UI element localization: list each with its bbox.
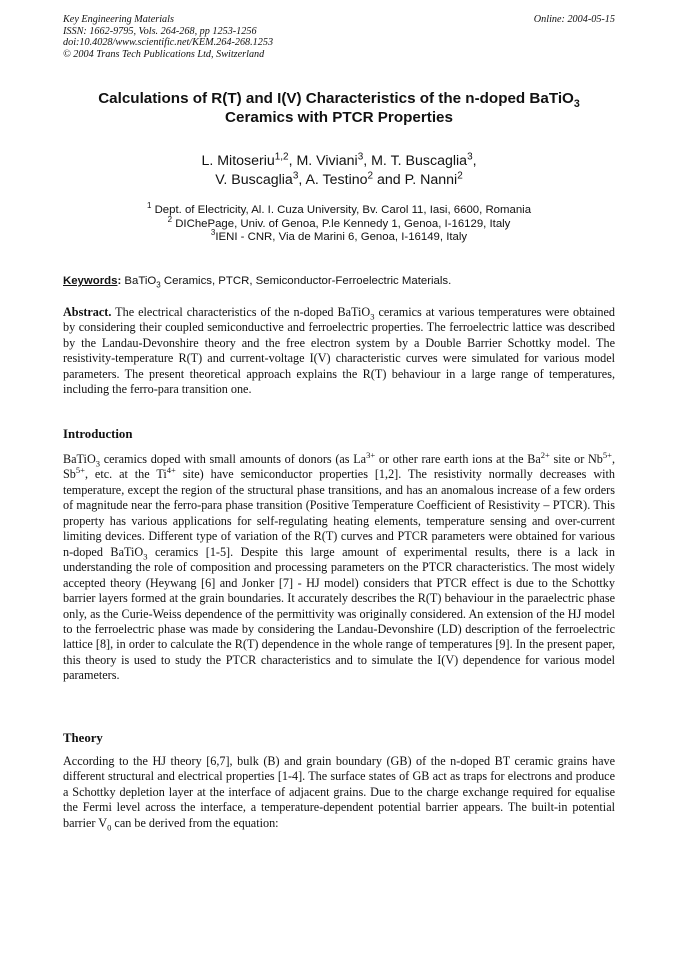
theory-text: According to the HJ theory [6,7], bulk (B) and grain boundary (GB) of the n-doped BT ceramic grains have different structural and electrical properties [1-4]. The surface states of GB act as traps for electrons and produce a Schottky depletion layer at the interface of adjacent grains. Due to the charge exchange required for equalise the Fermi level across the interface, a temperature-dependent potential barrier appears. The built-in potential barrier V [63, 754, 615, 830]
author-separator: , [472, 153, 477, 169]
author-name: , M. T. Buscaglia [363, 153, 468, 169]
affiliation-item [63, 201, 615, 218]
intro-text: site) have semiconductor properties [1,2]. The resistivity normally decreases with temperature, except the region of the structural phase transitions, and has an anomalous increase of a few orders of magnitude near the ferro-para phase transition (Positive Temperature Coefficient of Resistivity – PTCR). This property has various applications for self-regulating heating elements, temperature sensing and over-current limiting devices. Different type of variation of the R(T) curves and PTCR parameters were obtained for various n-doped BaTiO [63, 467, 615, 559]
title-subscript: 3 [573, 98, 580, 111]
author-name: , M. Viviani [288, 153, 358, 169]
intro-superscript: 5+ [602, 449, 612, 460]
journal-name: Key Engineering Materials [63, 14, 174, 25]
intro-text: or other rare earth ions at the Ba [375, 452, 541, 466]
abstract-text-rest: ceramics at various temperatures were obtained by considering their coupled semiconductive and ferroelectric properties. The ferroelectric lattice was described by the Landau-Devonshire theory and the free electron system by a Double Barrier Schottky model. The resistivity-temperature R(T) and current-voltage I(V) characteristic curves were simulated for various model parameters. The present theoretical approach explains the R(T) behaviour in a large range of temperatures, including the ferro-para transition one. [63, 305, 615, 397]
affil-mark: 2 [167, 214, 173, 224]
intro-subscript: 3 [95, 458, 101, 469]
affil-text: IENI - CNR, Via de Marini 6, Genoa, I-16149, Italy [215, 231, 468, 244]
intro-text: BaTiO [63, 452, 96, 466]
online-date: Online: 2004-05-15 [533, 14, 615, 25]
author-affil-mark: 2 [367, 169, 374, 181]
author-affil-mark: 2 [457, 169, 463, 181]
affiliation-item [63, 228, 615, 245]
keywords-subscript: 3 [156, 280, 161, 290]
journal-copyright: © 2004 Trans Tech Publications Ltd, Switzerland [63, 48, 265, 60]
author-affil-mark: 3 [357, 151, 364, 163]
intro-superscript: 3+ [366, 449, 376, 460]
journal-doi: doi:10.4028/www.scientific.net/KEM.264-268.1253 [63, 37, 274, 49]
affiliation-item [63, 214, 615, 232]
keywords-text: BaTiO [124, 275, 157, 287]
abstract-label: Abstract. [63, 305, 112, 319]
affil-mark: 1 [146, 201, 152, 211]
author-name: L. Mitoseriu [201, 153, 275, 169]
keywords-line [63, 275, 615, 290]
theory-text: can be derived from the equation: [111, 815, 279, 830]
affiliation-list [63, 201, 615, 245]
author-affil-mark: 3 [292, 169, 299, 181]
author-name: and P. Nanni [373, 171, 458, 188]
affil-mark: 3 [210, 228, 216, 238]
abstract-text: The electrical characteristics of the n-doped BaTiO [111, 305, 371, 319]
theory-heading: Theory [63, 731, 103, 745]
title-line1: Calculations of R(T) and I(V) Characteristics of the n-doped BaTiO [98, 90, 574, 107]
intro-text: ceramics doped with small amounts of donors (as La [100, 452, 367, 466]
journal-issn: ISSN: 1662-9795, Vols. 264-268, pp 1253-1256 [63, 25, 257, 37]
author-name: , A. Testino [298, 171, 368, 188]
author-list [63, 152, 615, 189]
keywords-colon: : [117, 275, 125, 287]
intro-text: ceramics [1-5]. Despite this large amount of experimental results, there is a lack in understanding the role of composition and processing parameters on the PTCR characteristics. The most widely accepted theory (Heywang [6] and Jonker [7] - HJ model) considers that PTCR effect is due to the Schottky barrier layers formed at the grain boundaries. It accurately describes the R(T) behaviour in the paraelectric phase only, as the Curie-Weiss dependence of the permittivity was originally considered. An extension of the HJ model to the ferroelectric phase was made by considering the Landau-Devonshire (LD) description of the ferroelectric lattice [8], in order to calculate the R(T) dependence in the whole range of temperatures [9]. In the present paper, this theory is used to study the PTCR characteristics and to simulate the I(V) dependence for various model parameters. [63, 544, 615, 683]
intro-text: , etc. at the Ti [84, 467, 167, 482]
abstract-subscript: 3 [370, 311, 375, 322]
keywords-text-rest: Ceramics, PTCR, Semiconductor-Ferroelectric Materials. [160, 275, 452, 287]
paper-title [63, 90, 615, 127]
intro-superscript: 2+ [540, 449, 550, 460]
theory-paragraph [63, 754, 615, 831]
title-line2: Ceramics with PTCR Properties [225, 108, 453, 126]
intro-superscript: 4+ [166, 465, 176, 476]
journal-header [63, 14, 273, 60]
theory-subscript: 0 [107, 822, 112, 833]
intro-text: site or Nb [549, 452, 603, 466]
introduction-heading: Introduction [63, 427, 133, 441]
intro-subscript: 3 [143, 551, 148, 562]
author-affil-mark: 1,2 [274, 151, 289, 163]
abstract-paragraph [63, 305, 615, 398]
author-name: V. Buscaglia [215, 171, 293, 188]
intro-text: , Sb [63, 452, 615, 482]
affil-text: DIChePage, Univ. of Genoa, P.le Kennedy 1, Genoa, I-16129, Italy [172, 217, 511, 230]
keywords-label: Keywords [63, 275, 118, 287]
introduction-paragraph [63, 449, 615, 684]
intro-superscript: 5+ [75, 465, 85, 476]
author-affil-mark: 3 [467, 151, 473, 163]
affil-text: Dept. of Electricity, Al. I. Cuza University, Bv. Carol 11, Iasi, 6600, Romania [151, 204, 532, 216]
